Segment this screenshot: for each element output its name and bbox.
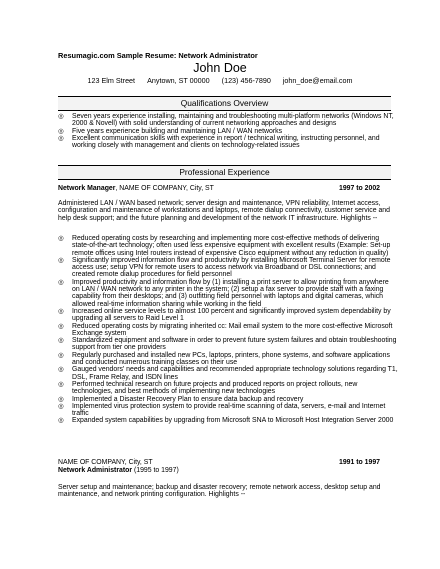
job1-summary: Administered LAN / WAN based network; server design and maintenance, VPN reliability, Internet access, configuration and maintenance of workstations and laptops, remote dialup connectivity, customer service and help desk support; and the future planning and development of the network IT infrastructure. Highlights -- <box>58 200 390 222</box>
contact-line <box>0 76 440 85</box>
target-bullet-icon: ◎ <box>58 366 64 374</box>
address: 123 Elm Street <box>87 76 136 85</box>
list-item: ◎ Expanded system capabilities by upgrading from Microsoft SNA to Microsoft Host Integration Server 2000 <box>58 417 394 425</box>
list-item: ◎ Gauged vendors' needs and capabilities and recommended appropriate technology solutions regarding T1, DSL, Frame Relay, and ISDN lines <box>58 366 398 381</box>
list-item: ◎ Significantly improved information flow and productivity by installing Microsoft Terminal Server for remote access use; setup VPN for remote users to access network via Broadband or DSL connections; and created remote dialup procedures for field personnel <box>58 256 391 279</box>
job1-role: Network Manager <box>58 185 116 192</box>
target-bullet-icon: ◎ <box>58 417 64 425</box>
list-item: ◎ Five years experience building and maintaining LAN / WAN networks <box>58 127 283 135</box>
target-bullet-icon: ◎ <box>58 256 64 264</box>
job2-role-dates: (1995 to 1997) <box>132 467 179 474</box>
list-item: ◎ Excellent communication skills with experience in report / technical writing, instructing personnel, and working closely with management and clients on technology-related issues <box>58 134 380 150</box>
list-item: ◎ Reduced operating costs by researching and implementing more cost-effective methods of delivering state-of-the-art technology; often used less expensive equipment with excellent results (Example: Set-up remote offices using Intel routers instead of expensive Cisco equipment without any reduction in quality) <box>58 235 391 257</box>
list-item: ◎ Reduced operating costs by migrating inherited cc: Mail email system to the more cost-effective Microsoft Exchange system <box>58 322 393 337</box>
section-experience-title: Professional Experience <box>58 165 391 180</box>
target-bullet-icon: ◎ <box>58 134 64 142</box>
target-bullet-icon: ◎ <box>58 337 64 345</box>
target-bullet-icon: ◎ <box>58 351 64 359</box>
job2-company-row <box>58 459 380 466</box>
job2-role: Network Administrator <box>58 467 133 474</box>
target-bullet-icon: ◎ <box>58 322 64 330</box>
target-bullet-icon: ◎ <box>58 307 64 315</box>
target-bullet-icon: ◎ <box>58 380 64 388</box>
list-item: ◎ Standardized equipment and software in order to prevent future system failures and obtain troubleshooting support from tier one providers <box>58 337 397 352</box>
job2-dates: 1991 to 1997 <box>339 459 380 466</box>
list-item: ◎ Seven years experience installing, maintaining and troubleshooting multi-platform networks (Windows NT, 2000 & Novell) with solid understanding of current networking approaches and designs <box>58 113 394 128</box>
qualifications-list <box>58 113 398 149</box>
target-bullet-icon: ◎ <box>58 278 64 286</box>
target-bullet-icon: ◎ <box>58 235 64 242</box>
job2-summary: Server setup and maintenance; backup and disaster recovery; remote network access, desktop setup and maintenance, and network printing configuration. Highlights -- <box>58 484 381 499</box>
section-qualifications-title: Qualifications Overview <box>58 96 391 111</box>
list-item: ◎ Implemented virus protection system to provide real-time scanning of data, servers, e-mail and Internet traffic <box>58 402 386 418</box>
job1-dates: 1997 to 2002 <box>339 185 380 192</box>
job2-role-row <box>58 467 380 474</box>
job2-company: NAME OF COMPANY, City, ST <box>58 459 153 466</box>
email: john_doe@email.com <box>282 76 353 85</box>
job1-heading <box>58 185 380 192</box>
list-item: ◎ Increased online service levels to almost 100 percent and significantly improved system dependability by upgrading all servers to Raid Level 1 <box>58 307 391 323</box>
candidate-name: John Doe <box>193 61 247 75</box>
target-bullet-icon: ◎ <box>58 127 64 135</box>
list-item: ◎ Regularly purchased and installed new PCs, laptops, printers, phone systems, and software applications and conducted numerous training classes on their use <box>58 351 390 367</box>
job1-company: , NAME OF COMPANY, City, ST <box>115 185 214 192</box>
job1-highlights-list <box>58 235 398 425</box>
target-bullet-icon: ◎ <box>58 113 64 120</box>
city: Anytown, ST 00000 <box>147 76 210 85</box>
list-item: ◎ Improved productivity and information flow by (1) installing a print server to allow printing from anywhere on LAN / WAN network to any printer in the system; (2) setup a fax server to provide staff with a faxing capability from their desktops; and (3) outfitting field personnel with laptops and digital cameras, which allowed real-time information sharing while working in the field <box>58 278 389 308</box>
target-bullet-icon: ◎ <box>58 395 64 403</box>
phone: (123) 456-7890 <box>221 76 271 85</box>
list-item: ◎ Implemented a Disaster Recovery Plan to ensure data backup and recovery <box>58 395 304 403</box>
list-item: ◎ Performed technical research on future projects and produced reports on project rollouts, new technologies, and best methods of implementing new technologies <box>58 380 358 396</box>
target-bullet-icon: ◎ <box>58 402 64 410</box>
site-header-line: Resumagic.com Sample Resume: Network Administrator <box>58 51 258 60</box>
